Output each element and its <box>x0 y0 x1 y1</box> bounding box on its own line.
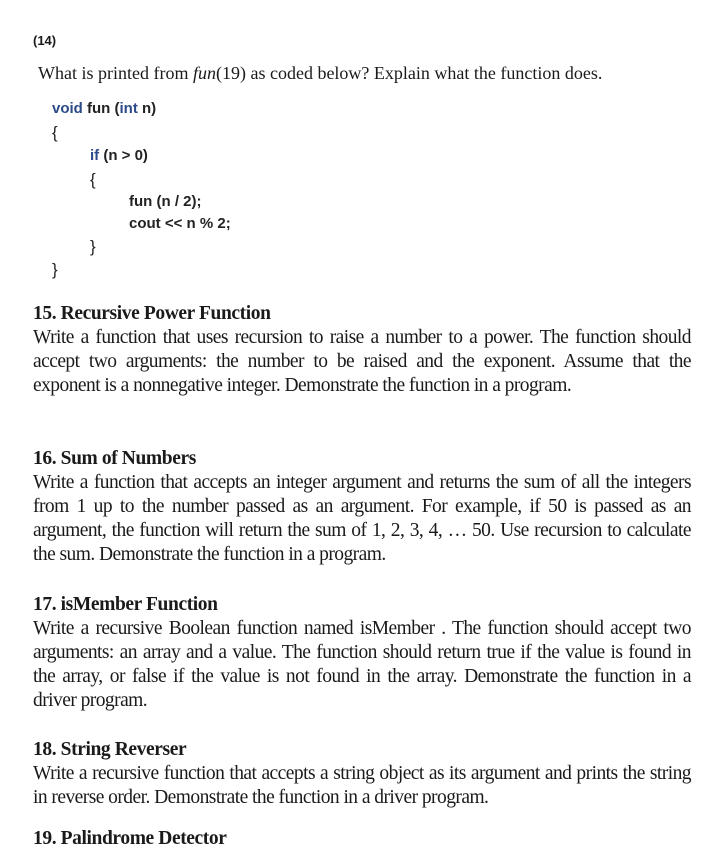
exercise-15 <box>33 302 691 398</box>
exercise-title: 18. String Reverser <box>33 739 187 760</box>
code-keyword-int: int <box>119 100 138 117</box>
exercise-18 <box>33 738 691 810</box>
prompt-before: What is printed from <box>38 63 193 83</box>
code-inner-brace-close: } <box>90 237 96 256</box>
code-inner-brace-open: { <box>90 170 96 189</box>
code-fun-name: fun ( <box>82 100 120 117</box>
code-line-recursive-call: fun (n / 2); <box>129 193 202 210</box>
code-keyword-if: if <box>90 147 100 164</box>
exercise-title: 16. Sum of Numbers <box>33 448 196 469</box>
exercise-body: Write a function that uses recursion to raise a number to a power. The function should accept two arguments: the number to be raised and the exponent. Assume that the exponent is a nonnegative integer. Demonstrate the function in a program. <box>33 327 691 396</box>
exercise-title: 17. isMember Function <box>33 594 218 615</box>
exercise-body: Write a function that accepts an integer argument and returns the sum of all the integers from 1 up to the number passed as an argument. For example, if 50 is passed as an argument, the function will return the sum of 1, 2, 3, 4, … 50. Use recursion to calculate the sum. Demonstrate the function in a program. <box>33 472 691 565</box>
code-keyword-void: void <box>52 100 83 117</box>
exercise-17 <box>33 593 691 713</box>
question-number: (14) <box>33 33 57 48</box>
code-brace-close: } <box>52 260 58 279</box>
code-if-condition: (n > 0) <box>99 147 148 164</box>
exercise-16 <box>33 447 691 567</box>
prompt-after: (19) as coded below? Explain what the function does. <box>215 63 603 83</box>
exercise-title: 15. Recursive Power Function <box>33 303 271 324</box>
exercise-body: Write a recursive Boolean function named isMember . The function should accept two arguments: an array and a value. The function should return true if the value is found in the array, or false if the value is not found in the array. Demonstrate the function in a driver program. <box>33 618 691 711</box>
exercise-body: Write a recursive function that accepts a string object as its argument and prints the string in reverse order. Demonstrate the function in a driver program. <box>33 763 691 808</box>
question-prompt <box>38 63 602 84</box>
prompt-function-name: fun <box>192 63 216 83</box>
code-param: n) <box>137 100 157 117</box>
code-brace-open: { <box>52 123 58 142</box>
code-signature <box>52 100 156 117</box>
code-line-cout: cout << n % 2; <box>129 215 231 232</box>
code-if-line <box>90 147 148 164</box>
exercise-19-title-cutoff: 19. Palindrome Detector <box>33 828 227 849</box>
